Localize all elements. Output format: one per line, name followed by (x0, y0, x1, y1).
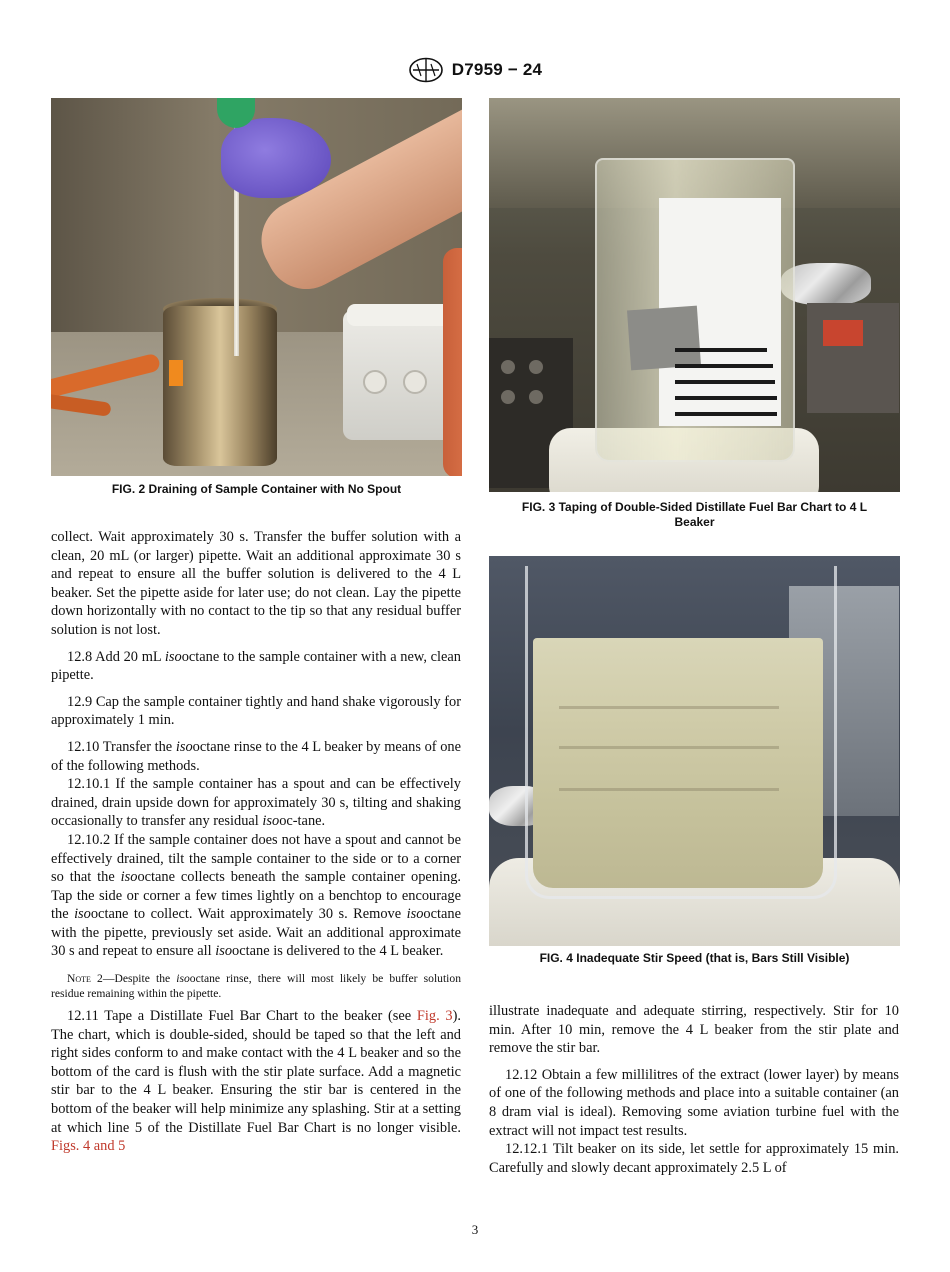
fig3-photo (489, 98, 900, 492)
page-header (0, 56, 950, 84)
fig-3-link[interactable]: Fig. 3 (416, 1008, 453, 1025)
document-designation: D7959 − 24 (451, 60, 543, 79)
note-2: Note 2—Despite the isooctane rinse, there will most likely be buffer solution residue remaining within the pipette. (51, 972, 461, 1001)
paragraph-continuation: collect. Wait approximately 30 s. Transfer the buffer solution with a clean, 20 mL (or larger) pipette. Wait an additional approximate 30 s and repeat to ensure all the buffer solution is delivered to the 4 L beaker. Set the pipette aside for later use; do not clean. Lay the pipette down horizontally with no contact to the tip so that any residual buffer solution is not lost. (51, 529, 461, 638)
page-number: 3 (471, 1222, 479, 1237)
fig2-photo (51, 98, 462, 476)
right-column (489, 1002, 899, 1177)
left-column (51, 528, 461, 1156)
section-12-10: 12.10 Transfer the isooctane rinse to the 4 L beaker by means of one of the following methods. (51, 738, 461, 774)
fig4-caption: FIG. 4 Inadequate Stir Speed (that is, Bars Still Visible) (539, 951, 850, 965)
astm-logo-icon (408, 57, 444, 83)
section-12-10-2: 12.10.2 If the sample container does not have a spout and cannot be effectively drained, tilt the sample container to the side or to a corner so that the isooctane collects beneath the sample container opening. Tap the side or corner a few times lightly on a benchtop to encourage the isooctane to collect. Wait approximately 30 s. Remove isooctane with the pipette, previously set aside. Wait an additional approximate 30 s and repeat to ensure all isooctane is delivered to the 4 L beaker. (51, 831, 461, 960)
section-12-11: 12.11 Tape a Distillate Fuel Bar Chart to the beaker (see Fig. 3). The chart, which is double-sided, should be taped so that the left and right sides conform to and make contact with the 4 L beaker and so the bottom of the card is flush with the stir plate surface. Add a magnetic stir bar to the 4 L beaker. Ensuring the stir bar is centered in the bottom of the beaker will help minimize any splashing. Stir at a setting at which line 5 of the Distillate Fuel Bar Chart is no longer visible. Figs. 4 and 5 (51, 1008, 461, 1155)
fig3-caption: FIG. 3 Taping of Double-Sided Distillate Fuel Bar Chart to 4 L Beaker (521, 500, 868, 529)
paragraph-continuation-right: illustrate inadequate and adequate stirring, respectively. Stir for 10 min. After 10 min, remove the 4 L beaker from the stir plate and remove the stir bar. (489, 1003, 899, 1057)
figs-4-5-link[interactable]: Figs. 4 and 5 (51, 1138, 126, 1155)
section-12-12-1: 12.12.1 Tilt beaker on its side, let settle for approximately 15 min. Carefully and slowly decant approximately 2.5 L of (489, 1141, 899, 1176)
section-12-8: 12.8 Add 20 mL isooctane to the sample container with a new, clean pipette. (51, 648, 462, 684)
fig2-caption: FIG. 2 Draining of Sample Container with No Spout (111, 482, 402, 496)
section-12-12: 12.12 Obtain a few millilitres of the extract (lower layer) by means of one of the following methods and place into a suitable container (an 8 dram vial is ideal). Removing some aviation turbine fuel with the extract will not impact test results. (489, 1066, 899, 1139)
section-12-10-1: 12.10.1 If the sample container has a spout and can be effectively drained, drain upside down for approximately 30 s, tilting and shaking occasionally to transfer any residual isooc-tane. (51, 776, 461, 830)
section-12-9: 12.9 Cap the sample container tightly and hand shake vigorously for approximately 1 min. (51, 693, 461, 729)
fig4-photo (489, 556, 900, 946)
